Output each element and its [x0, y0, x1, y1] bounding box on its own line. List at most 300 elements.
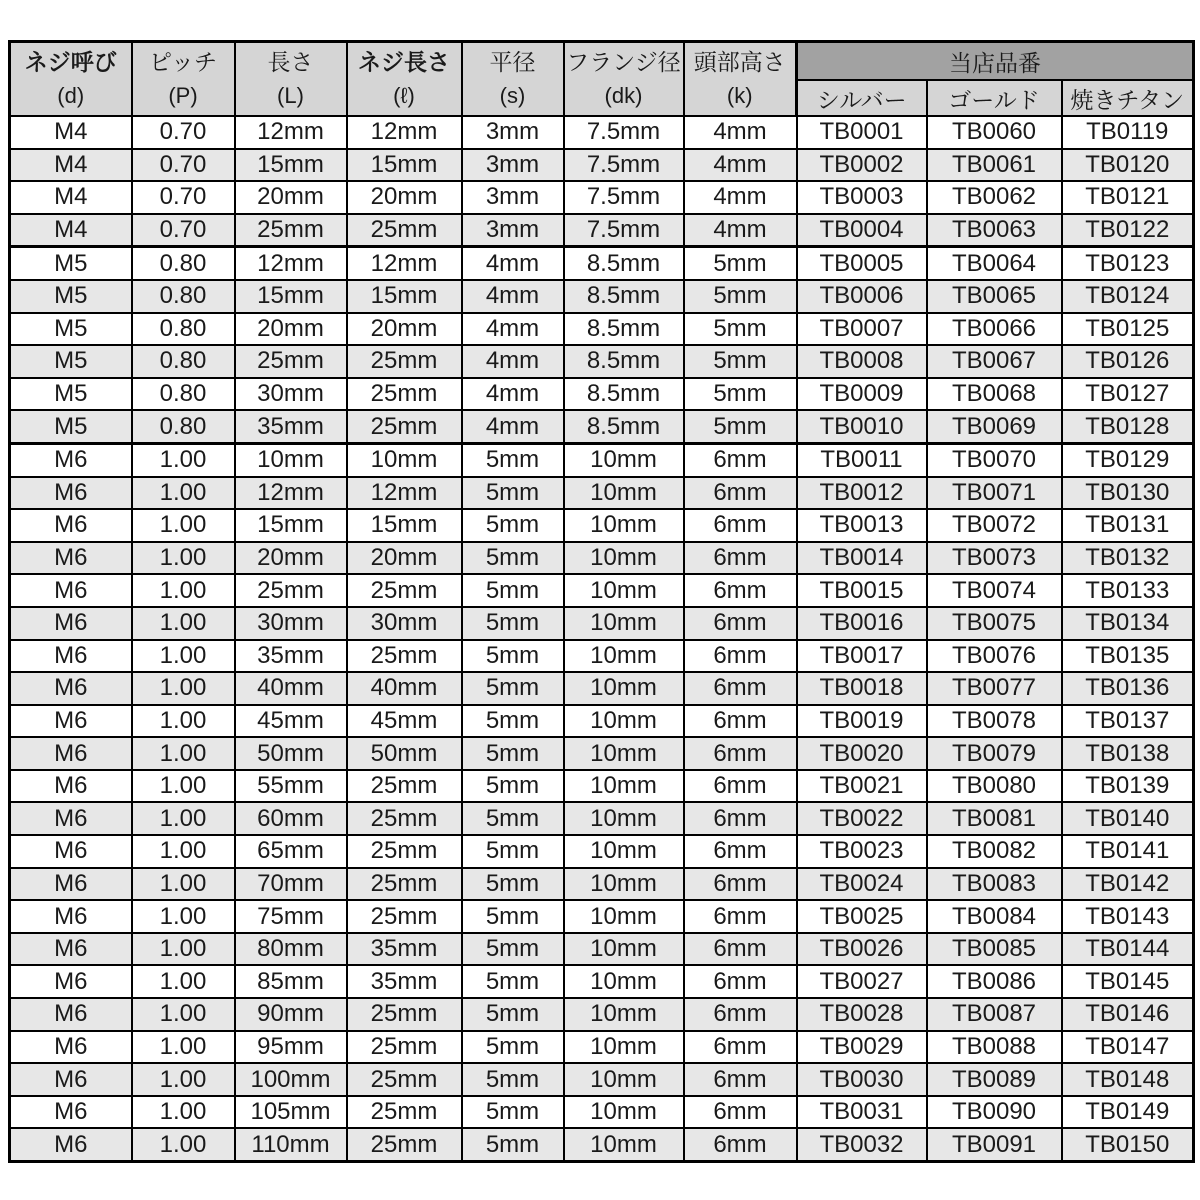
table-cell: 5mm	[462, 705, 564, 738]
table-cell: 10mm	[564, 607, 684, 640]
table-cell: 3mm	[462, 149, 564, 182]
table-row	[10, 280, 1194, 313]
table-cell: TB0069	[927, 410, 1062, 443]
table-cell: 1.00	[132, 1096, 235, 1129]
table-cell: 100mm	[235, 1063, 347, 1096]
table-cell: 25mm	[347, 900, 462, 933]
table-cell: 4mm	[684, 214, 797, 247]
table-cell: TB0079	[927, 737, 1062, 770]
table-cell: 6mm	[684, 705, 797, 738]
table-cell: 15mm	[347, 149, 462, 182]
table-cell: 10mm	[564, 509, 684, 542]
column-header-thread-length	[347, 42, 462, 117]
table-cell: 20mm	[347, 542, 462, 575]
table-cell: TB0089	[927, 1063, 1062, 1096]
table-cell: 1.00	[132, 770, 235, 803]
table-cell: 5mm	[462, 640, 564, 673]
column-header-label: フランジ径	[566, 49, 681, 75]
table-cell: 0.80	[132, 345, 235, 378]
table-cell: TB0126	[1062, 345, 1194, 378]
table-cell: 0.80	[132, 378, 235, 411]
table-cell: 5mm	[462, 443, 564, 476]
table-cell: TB0141	[1062, 835, 1194, 868]
table-cell: 1.00	[132, 835, 235, 868]
column-header-label: 頭部高さ	[693, 49, 786, 75]
table-cell: TB0071	[927, 477, 1062, 510]
table-cell: TB0030	[797, 1063, 927, 1096]
table-cell: 10mm	[564, 477, 684, 510]
table-cell: 1.00	[132, 933, 235, 966]
table-cell: 4mm	[684, 116, 797, 149]
table-cell: M5	[10, 280, 132, 313]
table-row	[10, 574, 1194, 607]
table-cell: TB0015	[797, 574, 927, 607]
table-cell: TB0031	[797, 1096, 927, 1129]
table-cell: 5mm	[462, 900, 564, 933]
table-cell: 25mm	[347, 835, 462, 868]
column-header-label: ネジ呼び	[24, 49, 117, 75]
table-cell: M5	[10, 313, 132, 346]
table-cell: 20mm	[235, 542, 347, 575]
table-cell: 5mm	[462, 835, 564, 868]
table-cell: TB0125	[1062, 313, 1194, 346]
table-cell: M6	[10, 1063, 132, 1096]
table-cell: 10mm	[347, 443, 462, 476]
table-cell: TB0076	[927, 640, 1062, 673]
table-cell: 25mm	[347, 345, 462, 378]
table-header	[10, 42, 1194, 117]
table-cell: 5mm	[684, 410, 797, 443]
column-header-head-height	[684, 42, 797, 117]
table-cell: TB0006	[797, 280, 927, 313]
table-cell: M6	[10, 835, 132, 868]
table-cell: TB0023	[797, 835, 927, 868]
table-cell: 0.80	[132, 280, 235, 313]
table-cell: 10mm	[564, 1063, 684, 1096]
table-cell: TB0028	[797, 998, 927, 1031]
table-cell: M6	[10, 1096, 132, 1129]
table-cell: TB0077	[927, 672, 1062, 705]
table-cell: TB0032	[797, 1128, 927, 1161]
table-cell: TB0062	[927, 181, 1062, 214]
table-cell: 25mm	[347, 574, 462, 607]
table-row	[10, 345, 1194, 378]
table-cell: M5	[10, 410, 132, 443]
table-cell: 20mm	[235, 181, 347, 214]
table-cell: 12mm	[235, 116, 347, 149]
table-cell: 25mm	[347, 770, 462, 803]
table-cell: 6mm	[684, 574, 797, 607]
table-cell: TB0009	[797, 378, 927, 411]
table-cell: 5mm	[462, 1128, 564, 1161]
table-row	[10, 607, 1194, 640]
table-cell: M6	[10, 802, 132, 835]
table-cell: M6	[10, 868, 132, 901]
table-cell: 1.00	[132, 477, 235, 510]
table-cell: TB0067	[927, 345, 1062, 378]
table-cell: 5mm	[462, 1096, 564, 1129]
table-cell: TB0007	[797, 313, 927, 346]
table-cell: 0.70	[132, 181, 235, 214]
table-cell: M6	[10, 1031, 132, 1064]
table-cell: 5mm	[462, 477, 564, 510]
table-cell: TB0020	[797, 737, 927, 770]
table-cell: 85mm	[235, 965, 347, 998]
table-cell: TB0016	[797, 607, 927, 640]
column-header-symbol: (dk)	[604, 83, 643, 108]
table-cell: 0.70	[132, 214, 235, 247]
table-cell: 1.00	[132, 509, 235, 542]
table-cell: 6mm	[684, 868, 797, 901]
table-cell: 1.00	[132, 672, 235, 705]
table-cell: 10mm	[564, 640, 684, 673]
table-cell: 30mm	[347, 607, 462, 640]
table-cell: 25mm	[347, 868, 462, 901]
table-cell: 1.00	[132, 737, 235, 770]
table-cell: TB0137	[1062, 705, 1194, 738]
table-cell: 30mm	[235, 607, 347, 640]
table-cell: 1.00	[132, 868, 235, 901]
table-cell: 5mm	[462, 672, 564, 705]
table-cell: 40mm	[235, 672, 347, 705]
table-cell: 1.00	[132, 802, 235, 835]
table-cell: 5mm	[462, 998, 564, 1031]
table-cell: TB0128	[1062, 410, 1194, 443]
table-cell: TB0019	[797, 705, 927, 738]
table-cell: 35mm	[235, 410, 347, 443]
table-cell: 6mm	[684, 965, 797, 998]
table-cell: TB0011	[797, 443, 927, 476]
table-cell: 105mm	[235, 1096, 347, 1129]
table-cell: 25mm	[235, 214, 347, 247]
table-cell: TB0017	[797, 640, 927, 673]
table-row	[10, 214, 1194, 247]
table-cell: 10mm	[235, 443, 347, 476]
column-header-symbol: (P)	[168, 83, 198, 108]
table-cell: TB0135	[1062, 640, 1194, 673]
table-cell: TB0029	[797, 1031, 927, 1064]
table-cell: 7.5mm	[564, 214, 684, 247]
table-cell: 25mm	[347, 1031, 462, 1064]
table-cell: 6mm	[684, 900, 797, 933]
table-cell: 1.00	[132, 965, 235, 998]
table-cell: 15mm	[347, 509, 462, 542]
table-cell: 6mm	[684, 737, 797, 770]
table-cell: 6mm	[684, 770, 797, 803]
table-cell: 1.00	[132, 705, 235, 738]
table-cell: 1.00	[132, 542, 235, 575]
table-cell: TB0084	[927, 900, 1062, 933]
table-cell: 1.00	[132, 998, 235, 1031]
table-cell: TB0004	[797, 214, 927, 247]
table-cell: TB0013	[797, 509, 927, 542]
table-cell: 0.70	[132, 116, 235, 149]
table-cell: 25mm	[347, 998, 462, 1031]
table-cell: 25mm	[347, 1063, 462, 1096]
table-cell: M6	[10, 443, 132, 476]
table-cell: TB0081	[927, 802, 1062, 835]
table-cell: 3mm	[462, 181, 564, 214]
table-cell: 12mm	[347, 247, 462, 280]
table-cell: 25mm	[235, 574, 347, 607]
column-header-label: 平径	[489, 49, 536, 75]
table-cell: TB0090	[927, 1096, 1062, 1129]
column-header-label: 長さ	[267, 49, 314, 75]
table-row	[10, 900, 1194, 933]
table-cell: 10mm	[564, 965, 684, 998]
table-cell: TB0122	[1062, 214, 1194, 247]
table-cell: 5mm	[684, 280, 797, 313]
table-row	[10, 770, 1194, 803]
table-cell: 12mm	[347, 477, 462, 510]
table-cell: 12mm	[347, 116, 462, 149]
table-cell: M6	[10, 672, 132, 705]
table-cell: 3mm	[462, 116, 564, 149]
table-cell: TB0144	[1062, 933, 1194, 966]
table-cell: TB0127	[1062, 378, 1194, 411]
table-cell: 7.5mm	[564, 181, 684, 214]
table-cell: 6mm	[684, 835, 797, 868]
table-row	[10, 672, 1194, 705]
table-cell: TB0083	[927, 868, 1062, 901]
table-cell: 10mm	[564, 998, 684, 1031]
table-cell: TB0139	[1062, 770, 1194, 803]
table-cell: TB0086	[927, 965, 1062, 998]
table-cell: TB0133	[1062, 574, 1194, 607]
table-cell: 80mm	[235, 933, 347, 966]
table-cell: 6mm	[684, 1031, 797, 1064]
table-cell: 60mm	[235, 802, 347, 835]
table-row	[10, 181, 1194, 214]
table-row	[10, 965, 1194, 998]
screw-spec-table-container	[8, 40, 1195, 1163]
table-cell: 70mm	[235, 868, 347, 901]
table-cell: TB0119	[1062, 116, 1194, 149]
table-cell: TB0027	[797, 965, 927, 998]
table-cell: TB0025	[797, 900, 927, 933]
table-cell: TB0120	[1062, 149, 1194, 182]
column-header-part-number-group: 当店品番	[797, 42, 1194, 81]
table-cell: 5mm	[462, 1031, 564, 1064]
table-cell: 0.80	[132, 247, 235, 280]
table-cell: M6	[10, 705, 132, 738]
table-cell: 25mm	[347, 214, 462, 247]
table-cell: 6mm	[684, 640, 797, 673]
table-cell: TB0008	[797, 345, 927, 378]
table-cell: TB0066	[927, 313, 1062, 346]
screw-spec-table	[8, 40, 1195, 1163]
table-cell: 90mm	[235, 998, 347, 1031]
table-row	[10, 933, 1194, 966]
table-header-row-1	[10, 42, 1194, 81]
table-cell: M6	[10, 477, 132, 510]
table-cell: TB0123	[1062, 247, 1194, 280]
table-cell: TB0021	[797, 770, 927, 803]
table-cell: 25mm	[347, 1096, 462, 1129]
table-row	[10, 1128, 1194, 1161]
table-row	[10, 640, 1194, 673]
table-cell: TB0014	[797, 542, 927, 575]
table-cell: 5mm	[684, 313, 797, 346]
table-row	[10, 835, 1194, 868]
table-row	[10, 998, 1194, 1031]
column-header-symbol: (d)	[57, 83, 85, 108]
table-cell: 5mm	[462, 509, 564, 542]
table-cell: TB0024	[797, 868, 927, 901]
table-cell: 6mm	[684, 933, 797, 966]
table-cell: 25mm	[347, 802, 462, 835]
table-row	[10, 737, 1194, 770]
column-header-screw-size	[10, 42, 132, 117]
table-cell: 0.80	[132, 313, 235, 346]
table-cell: 40mm	[347, 672, 462, 705]
table-row	[10, 705, 1194, 738]
table-cell: TB0082	[927, 835, 1062, 868]
table-cell: 25mm	[347, 378, 462, 411]
table-cell: M4	[10, 116, 132, 149]
table-cell: TB0121	[1062, 181, 1194, 214]
table-cell: TB0088	[927, 1031, 1062, 1064]
table-cell: 45mm	[347, 705, 462, 738]
table-cell: TB0068	[927, 378, 1062, 411]
table-cell: TB0065	[927, 280, 1062, 313]
table-cell: M6	[10, 574, 132, 607]
table-cell: 10mm	[564, 770, 684, 803]
table-cell: TB0002	[797, 149, 927, 182]
table-cell: TB0026	[797, 933, 927, 966]
table-cell: 0.80	[132, 410, 235, 443]
table-cell: M5	[10, 247, 132, 280]
table-cell: 12mm	[235, 477, 347, 510]
table-cell: 15mm	[235, 280, 347, 313]
table-cell: 5mm	[462, 965, 564, 998]
table-cell: 4mm	[462, 313, 564, 346]
table-cell: TB0147	[1062, 1031, 1194, 1064]
table-cell: 4mm	[462, 280, 564, 313]
column-header-gold: ゴールド	[927, 80, 1062, 116]
table-cell: TB0134	[1062, 607, 1194, 640]
table-cell: TB0145	[1062, 965, 1194, 998]
table-cell: 10mm	[564, 672, 684, 705]
table-cell: TB0005	[797, 247, 927, 280]
table-cell: 10mm	[564, 802, 684, 835]
column-header-label: ピッチ	[148, 49, 218, 75]
table-cell: TB0149	[1062, 1096, 1194, 1129]
table-cell: TB0091	[927, 1128, 1062, 1161]
column-header-flange-diameter	[564, 42, 684, 117]
table-cell: M6	[10, 1128, 132, 1161]
table-cell: TB0148	[1062, 1063, 1194, 1096]
table-cell: 10mm	[564, 900, 684, 933]
table-cell: 4mm	[462, 410, 564, 443]
table-row	[10, 868, 1194, 901]
table-cell: M6	[10, 998, 132, 1031]
table-cell: 20mm	[347, 181, 462, 214]
table-cell: 5mm	[684, 345, 797, 378]
table-row	[10, 410, 1194, 443]
table-cell: 25mm	[347, 410, 462, 443]
table-cell: 8.5mm	[564, 345, 684, 378]
table-cell: 0.70	[132, 149, 235, 182]
table-cell: TB0136	[1062, 672, 1194, 705]
table-cell: TB0138	[1062, 737, 1194, 770]
table-cell: TB0070	[927, 443, 1062, 476]
table-cell: 8.5mm	[564, 247, 684, 280]
table-cell: M6	[10, 933, 132, 966]
table-cell: 5mm	[462, 542, 564, 575]
table-cell: 5mm	[462, 607, 564, 640]
table-cell: 1.00	[132, 607, 235, 640]
table-cell: 6mm	[684, 802, 797, 835]
table-row	[10, 313, 1194, 346]
table-cell: 6mm	[684, 477, 797, 510]
table-cell: 35mm	[347, 933, 462, 966]
table-cell: 10mm	[564, 933, 684, 966]
table-cell: 75mm	[235, 900, 347, 933]
table-cell: 15mm	[235, 509, 347, 542]
table-cell: 6mm	[684, 443, 797, 476]
table-cell: 65mm	[235, 835, 347, 868]
table-cell: TB0078	[927, 705, 1062, 738]
table-cell: 1.00	[132, 443, 235, 476]
table-cell: M4	[10, 181, 132, 214]
table-cell: TB0142	[1062, 868, 1194, 901]
table-cell: TB0001	[797, 116, 927, 149]
table-cell: 45mm	[235, 705, 347, 738]
table-cell: 35mm	[235, 640, 347, 673]
table-cell: 95mm	[235, 1031, 347, 1064]
table-cell: M6	[10, 737, 132, 770]
table-cell: 7.5mm	[564, 116, 684, 149]
table-row	[10, 116, 1194, 149]
table-cell: 4mm	[684, 181, 797, 214]
table-cell: 10mm	[564, 705, 684, 738]
column-header-pitch	[132, 42, 235, 117]
table-cell: TB0010	[797, 410, 927, 443]
table-cell: 10mm	[564, 1031, 684, 1064]
table-cell: 10mm	[564, 1128, 684, 1161]
table-cell: TB0140	[1062, 802, 1194, 835]
table-cell: 5mm	[684, 247, 797, 280]
table-row	[10, 509, 1194, 542]
table-row	[10, 542, 1194, 575]
table-cell: 5mm	[462, 933, 564, 966]
table-cell: 50mm	[235, 737, 347, 770]
table-cell: 25mm	[235, 345, 347, 378]
column-header-symbol: (k)	[726, 83, 753, 108]
table-cell: TB0124	[1062, 280, 1194, 313]
table-row	[10, 802, 1194, 835]
table-cell: 8.5mm	[564, 280, 684, 313]
table-cell: 10mm	[564, 1096, 684, 1129]
table-cell: 1.00	[132, 1128, 235, 1161]
table-cell: 5mm	[462, 770, 564, 803]
column-header-symbol: (L)	[277, 83, 304, 108]
table-row	[10, 477, 1194, 510]
table-cell: 110mm	[235, 1128, 347, 1161]
table-cell: 20mm	[235, 313, 347, 346]
table-cell: 5mm	[462, 574, 564, 607]
table-cell: 50mm	[347, 737, 462, 770]
table-cell: TB0022	[797, 802, 927, 835]
table-cell: 1.00	[132, 640, 235, 673]
table-cell: 1.00	[132, 574, 235, 607]
table-cell: TB0087	[927, 998, 1062, 1031]
table-cell: M5	[10, 345, 132, 378]
table-cell: TB0063	[927, 214, 1062, 247]
table-cell: 5mm	[684, 378, 797, 411]
table-cell: TB0012	[797, 477, 927, 510]
